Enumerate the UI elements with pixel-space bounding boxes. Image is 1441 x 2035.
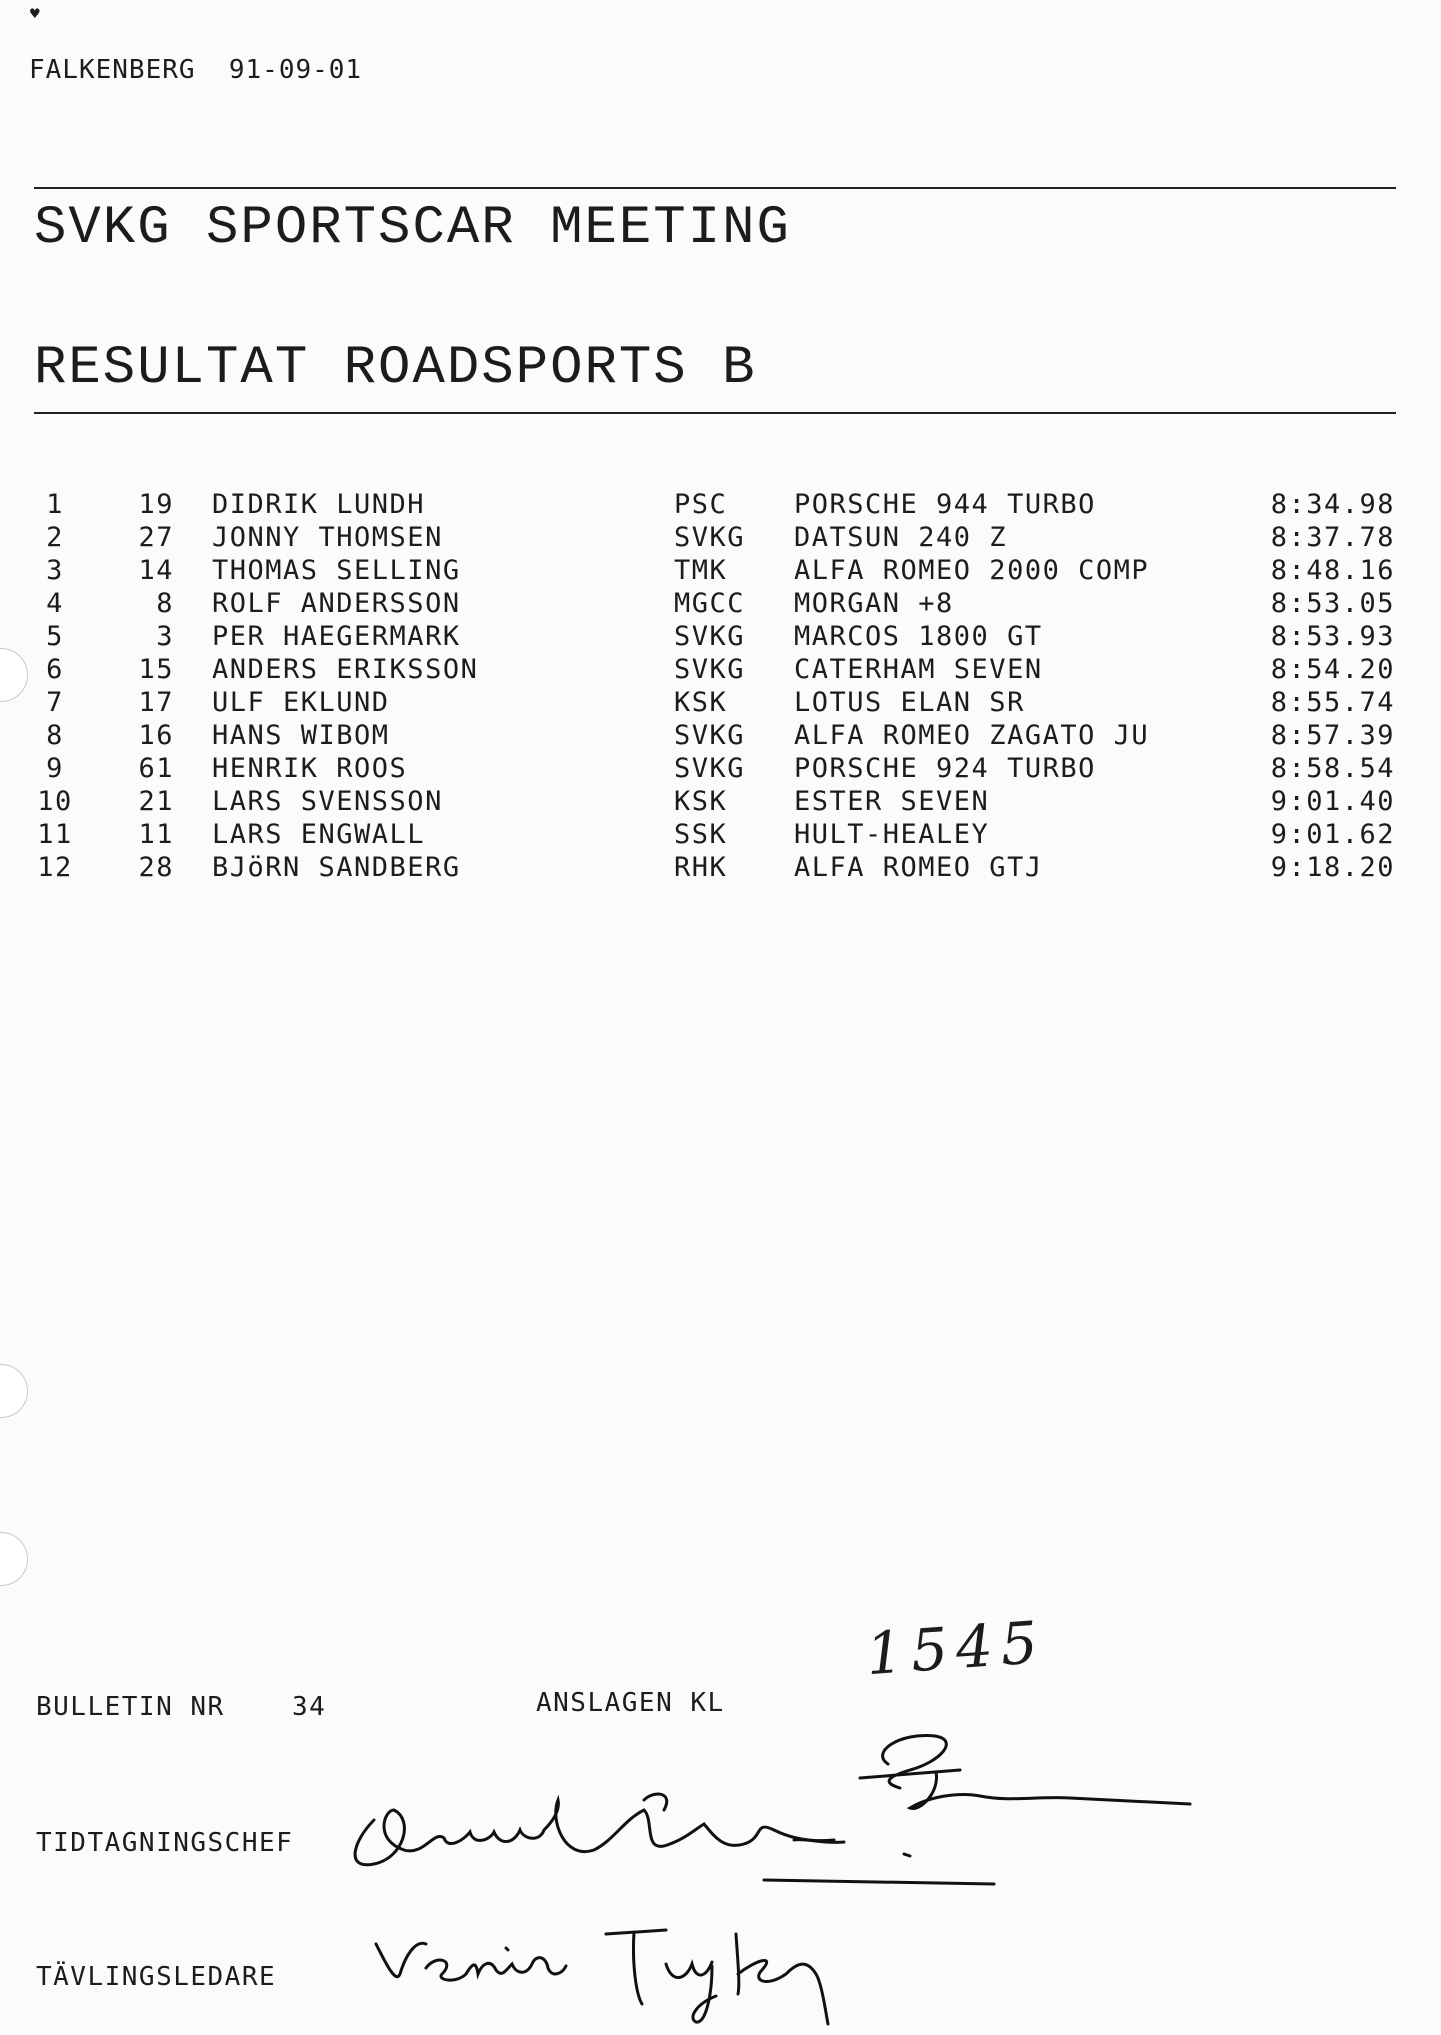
- result-row: [0, 653, 1441, 686]
- anslagen-label: ANSLAGEN KL: [536, 1688, 725, 1718]
- result-club: KSK: [674, 687, 728, 718]
- punch-hole: [0, 1364, 28, 1418]
- result-time: 8:54.20: [1270, 654, 1395, 685]
- result-car-number: 15: [138, 654, 174, 685]
- result-position: 8: [46, 720, 64, 751]
- bulletin-label: BULLETIN NR: [36, 1692, 225, 1722]
- result-time: 8:48.16: [1270, 555, 1395, 586]
- result-club: SVKG: [674, 720, 746, 751]
- result-position: 11: [37, 819, 73, 850]
- result-driver: THOMAS SELLING: [212, 555, 461, 586]
- result-car-number: 3: [156, 621, 174, 652]
- result-position: 3: [46, 555, 64, 586]
- tavlingsledare-label: TÄVLINGSLEDARE: [36, 1962, 277, 1992]
- result-car-number: 28: [138, 852, 174, 883]
- result-position: 9: [46, 753, 64, 784]
- result-class-title: RESULTAT ROADSPORTS B: [34, 338, 757, 399]
- result-car: DATSUN 240 Z: [794, 522, 1008, 553]
- result-club: SVKG: [674, 654, 746, 685]
- result-row: [0, 752, 1441, 785]
- result-position: 12: [37, 852, 73, 883]
- result-driver: PER HAEGERMARK: [212, 621, 461, 652]
- result-club: RHK: [674, 852, 728, 883]
- tavlingsledare-signature: [366, 1904, 896, 2034]
- title-rule: [34, 412, 1396, 414]
- result-driver: JONNY THOMSEN: [212, 522, 443, 553]
- corner-mark: ♥: [30, 4, 40, 23]
- result-car: PORSCHE 924 TURBO: [794, 753, 1096, 784]
- result-row: [0, 851, 1441, 884]
- result-time: 8:55.74: [1270, 687, 1395, 718]
- result-driver: HENRIK ROOS: [212, 753, 408, 784]
- result-club: PSC: [674, 489, 728, 520]
- result-time: 8:37.78: [1270, 522, 1395, 553]
- result-row: [0, 686, 1441, 719]
- result-car-number: 21: [138, 786, 174, 817]
- result-row: [0, 719, 1441, 752]
- result-club: SVKG: [674, 621, 746, 652]
- result-time: 8:58.54: [1270, 753, 1395, 784]
- result-car-number: 14: [138, 555, 174, 586]
- result-position: 1: [46, 489, 64, 520]
- result-club: MGCC: [674, 588, 746, 619]
- document-header: [29, 55, 362, 85]
- result-position: 5: [46, 621, 64, 652]
- result-car-number: 8: [156, 588, 174, 619]
- result-time: 9:18.20: [1270, 852, 1395, 883]
- result-position: 4: [46, 588, 64, 619]
- result-time: 8:53.05: [1270, 588, 1395, 619]
- result-time: 8:57.39: [1270, 720, 1395, 751]
- event-title: SVKG SPORTSCAR MEETING: [34, 198, 791, 259]
- result-car: ALFA ROMEO ZAGATO JU: [794, 720, 1150, 751]
- result-driver: ROLF ANDERSSON: [212, 588, 461, 619]
- top-rule: [34, 187, 1396, 189]
- result-car: ALFA ROMEO 2000 COMP: [794, 555, 1150, 586]
- result-car: ALFA ROMEO GTJ: [794, 852, 1043, 883]
- bulletin-number: 34: [292, 1692, 327, 1722]
- tidtagningschef-label: TIDTAGNINGSCHEF: [36, 1828, 294, 1858]
- result-car-number: 27: [138, 522, 174, 553]
- result-car-number: 17: [138, 687, 174, 718]
- result-row: [0, 620, 1441, 653]
- result-driver: LARS SVENSSON: [212, 786, 443, 817]
- result-time: 8:34.98: [1270, 489, 1395, 520]
- result-car: MORGAN +8: [794, 588, 954, 619]
- result-car-number: 16: [138, 720, 174, 751]
- anslagen-time: 1545: [863, 1607, 1048, 1689]
- result-club: TMK: [674, 555, 728, 586]
- header-location: FALKENBERG: [29, 55, 196, 85]
- result-row: [0, 785, 1441, 818]
- result-row: [0, 521, 1441, 554]
- punch-hole: [0, 1532, 28, 1586]
- result-time: 9:01.40: [1270, 786, 1395, 817]
- result-club: SSK: [674, 819, 728, 850]
- result-driver: BJöRN SANDBERG: [212, 852, 461, 883]
- result-row: [0, 818, 1441, 851]
- result-time: 8:53.93: [1270, 621, 1395, 652]
- result-row: [0, 488, 1441, 521]
- result-club: KSK: [674, 786, 728, 817]
- result-car-number: 19: [138, 489, 174, 520]
- result-time: 9:01.62: [1270, 819, 1395, 850]
- result-row: [0, 554, 1441, 587]
- result-driver: ANDERS ERIKSSON: [212, 654, 479, 685]
- result-car-number: 11: [138, 819, 174, 850]
- result-driver: DIDRIK LUNDH: [212, 489, 426, 520]
- result-driver: LARS ENGWALL: [212, 819, 426, 850]
- result-position: 6: [46, 654, 64, 685]
- result-club: SVKG: [674, 753, 746, 784]
- result-car: ESTER SEVEN: [794, 786, 990, 817]
- result-position: 2: [46, 522, 64, 553]
- result-position: 10: [37, 786, 73, 817]
- result-car: MARCOS 1800 GT: [794, 621, 1043, 652]
- result-position: 7: [46, 687, 64, 718]
- result-driver: ULF EKLUND: [212, 687, 390, 718]
- result-driver: HANS WIBOM: [212, 720, 390, 751]
- result-car: PORSCHE 944 TURBO: [794, 489, 1096, 520]
- result-car-number: 61: [138, 753, 174, 784]
- result-club: SVKG: [674, 522, 746, 553]
- tidtagningschef-signature: [344, 1780, 1004, 1890]
- header-date: 91-09-01: [228, 55, 363, 85]
- result-car: LOTUS ELAN SR: [794, 687, 1025, 718]
- result-car: HULT-HEALEY: [794, 819, 990, 850]
- result-row: [0, 587, 1441, 620]
- result-car: CATERHAM SEVEN: [794, 654, 1043, 685]
